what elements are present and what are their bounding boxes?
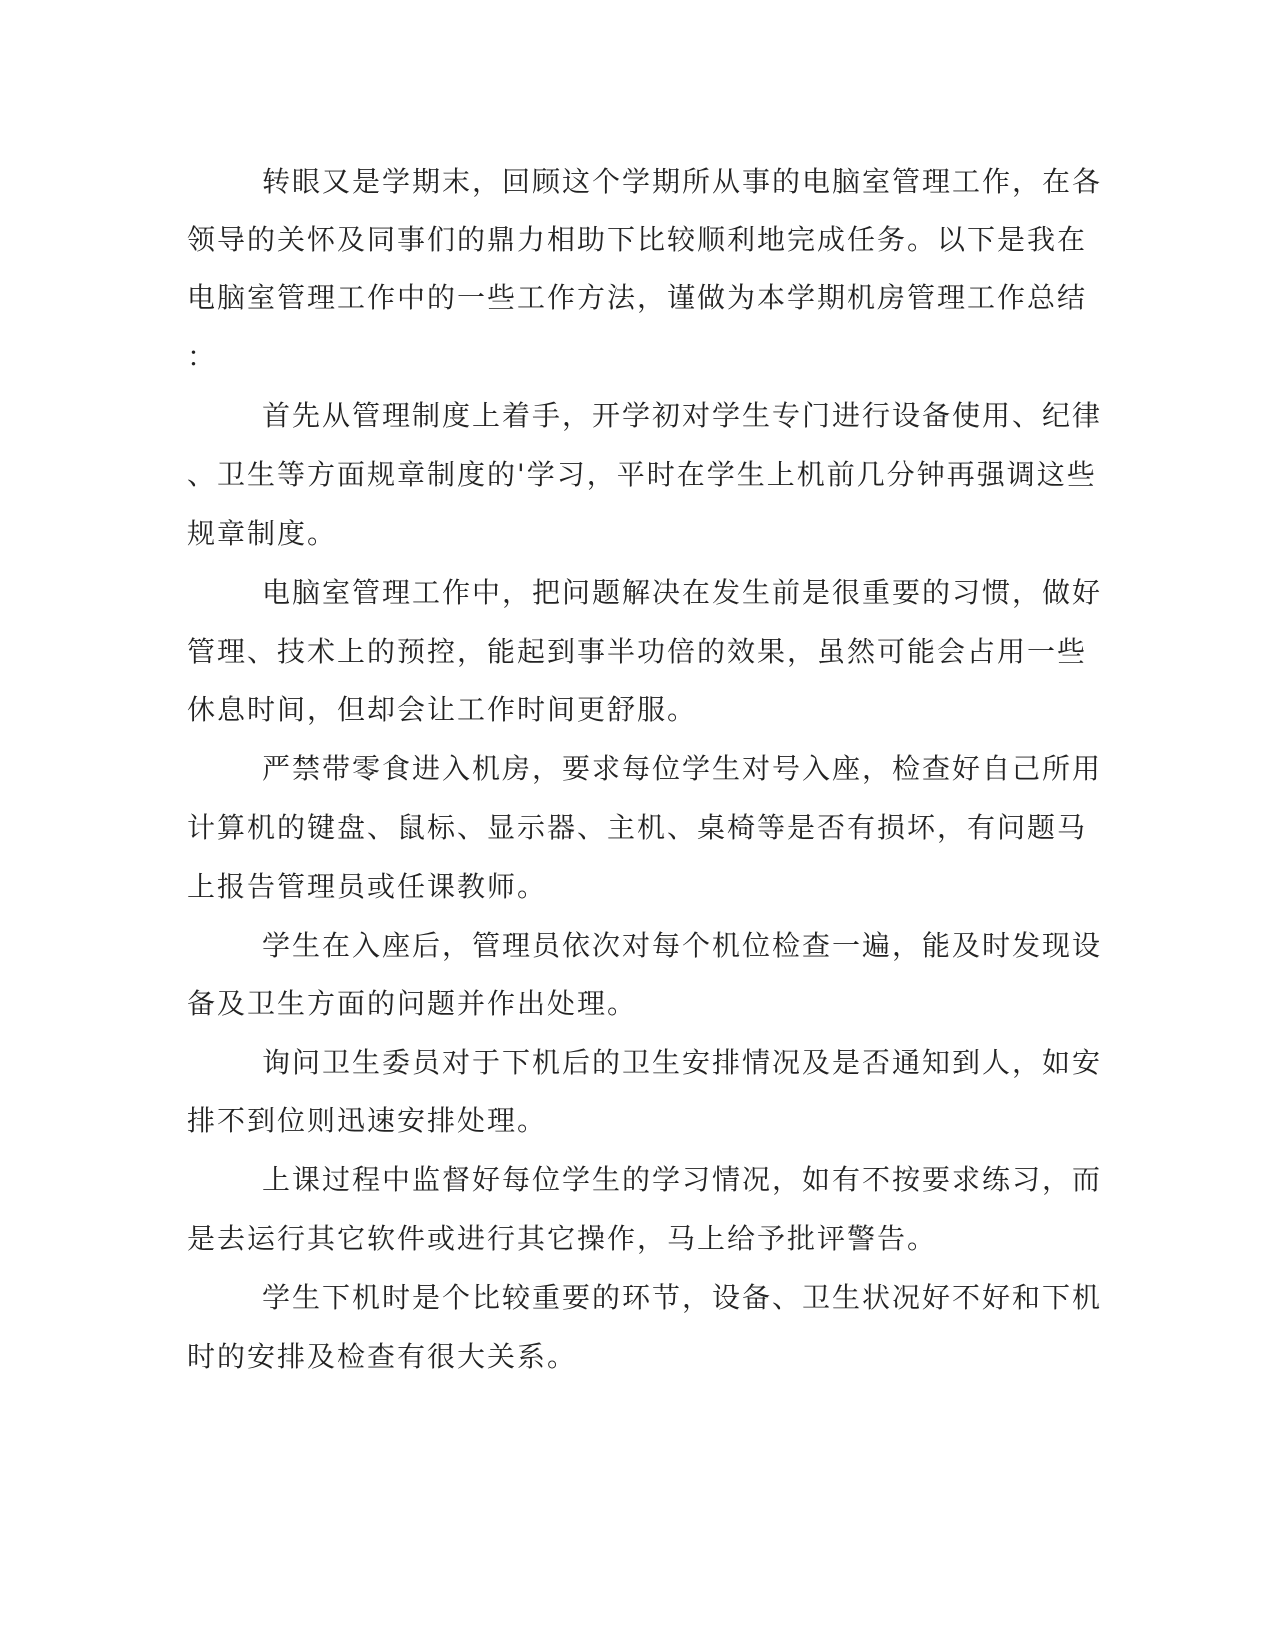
text-line: 上报告管理员或任课教师。 [187, 870, 548, 903]
text-line: 学生在入座后，管理员依次对每个机位检查一遍，能及时发现设 [262, 929, 1103, 962]
text-line: 备及卫生方面的问题并作出处理。 [187, 987, 638, 1020]
text-line: 时的安排及检查有很大关系。 [187, 1340, 578, 1373]
text-line: 转眼又是学期末，回顾这个学期所从事的电脑室管理工作，在各 [262, 165, 1103, 198]
text-line: 首先从管理制度上着手，开学初对学生专门进行设备使用、纪律 [262, 399, 1103, 432]
text-line: ： [187, 340, 218, 373]
text-line: 、卫生等方面规章制度的'学习，平时在学生上机前几分钟再强调这些 [187, 458, 1097, 491]
text-line: 电脑室管理工作中，把问题解决在发生前是很重要的习惯，做好 [262, 576, 1103, 609]
text-line: 领导的关怀及同事们的鼎力相助下比较顺利地完成任务。以下是我在 [187, 223, 1088, 256]
text-line: 是去运行其它软件或进行其它操作，马上给予批评警告。 [187, 1222, 938, 1255]
text-line: 休息时间，但却会让工作时间更舒服。 [187, 693, 698, 726]
text-line: 规章制度。 [187, 517, 338, 550]
text-line: 询问卫生委员对于下机后的卫生安排情况及是否通知到人，如安 [262, 1046, 1103, 1079]
text-line: 上课过程中监督好每位学生的学习情况，如有不按要求练习，而 [262, 1163, 1103, 1196]
text-line: 电脑室管理工作中的一些工作方法，谨做为本学期机房管理工作总结 [187, 281, 1088, 314]
text-line: 排不到位则迅速安排处理。 [187, 1104, 548, 1137]
text-line: 管理、技术上的预控，能起到事半功倍的效果，虽然可能会占用一些 [187, 635, 1088, 668]
text-line: 严禁带零食进入机房，要求每位学生对号入座，检查好自己所用 [262, 752, 1103, 785]
text-line: 学生下机时是个比较重要的环节，设备、卫生状况好不好和下机 [262, 1281, 1103, 1314]
text-line: 计算机的键盘、鼠标、显示器、主机、桌椅等是否有损坏，有问题马 [187, 811, 1088, 844]
